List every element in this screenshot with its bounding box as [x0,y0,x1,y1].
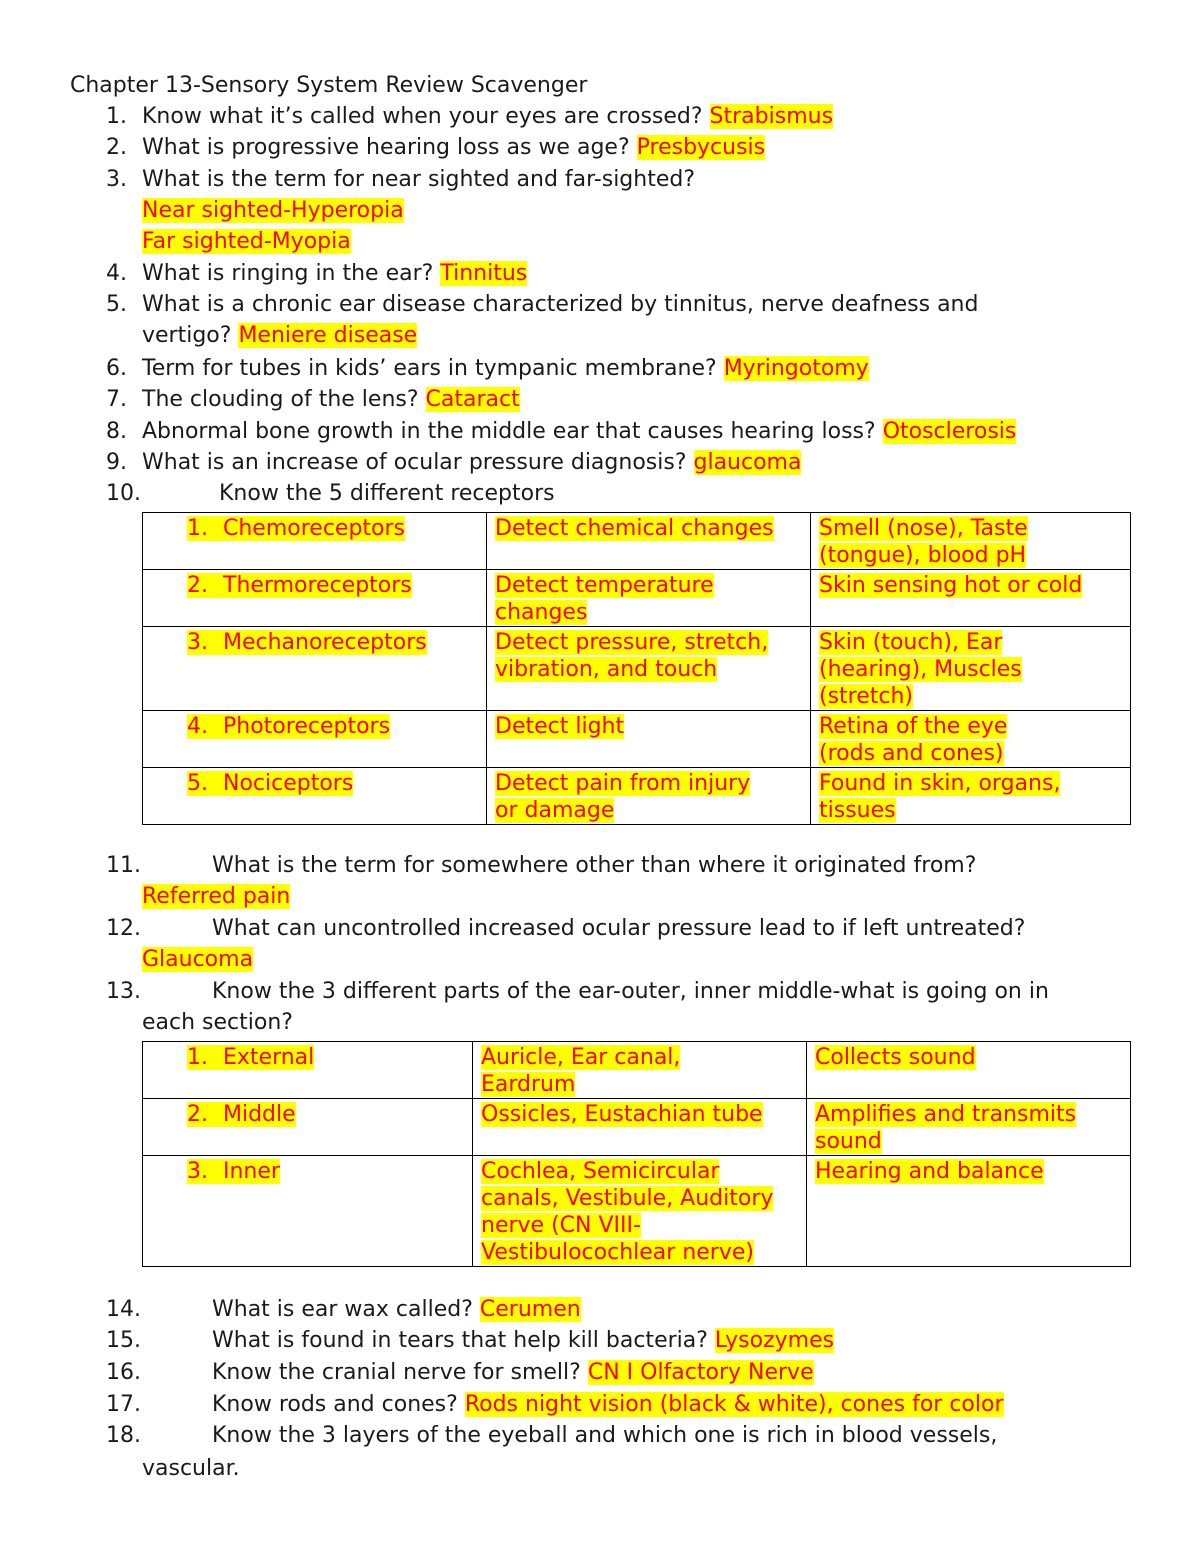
answer-line [142,197,404,225]
table-cell [473,1042,807,1099]
table-cell [143,1156,473,1267]
table-cell [811,768,1131,825]
table-row [143,1156,1131,1267]
table-cell [143,768,487,825]
ear-part-role: Amplifies and transmits [815,1102,1077,1127]
receptor-function: Detect pressure, stretch, [495,630,769,655]
row-number: 2. [187,573,208,598]
ear-part-name: Inner [223,1159,280,1184]
question-text: The clouding of the lens? [142,387,419,412]
ear-part-structures: Eardrum [481,1072,576,1097]
question-item [142,418,1016,446]
table-cell [473,1156,807,1267]
question-item [142,386,520,414]
question-item [212,1391,1004,1419]
row-number: 4. [187,714,208,739]
row-number: 3. [187,630,208,655]
table-cell [487,570,811,627]
table-cell [811,627,1131,711]
question-text-cont: vascular. [142,1456,240,1481]
receptor-function: Detect light [495,714,625,739]
receptor-location: Smell (nose), Taste [819,516,1028,541]
row-number: 1. [187,1045,208,1070]
table-row [143,513,1131,570]
question-item [142,355,869,383]
table-cell [143,1042,473,1099]
question-text-cont: vertigo? [142,323,232,348]
table-cell [143,1099,473,1156]
answer-line [142,946,253,974]
question-text: What is the term for somewhere other than where it originated from? [212,853,977,878]
table-cell [487,513,811,570]
question-number: 17. [106,1392,141,1417]
question-text: What is found in tears that help kill bacteria? [212,1328,708,1353]
answer-text: Near sighted-Hyperopia [142,198,404,223]
receptors-table [142,512,1131,825]
question-item [142,103,833,131]
table-cell [807,1099,1131,1156]
receptor-location: Skin (touch), Ear [819,630,1003,655]
question-text: Know what it’s called when your eyes are crossed? [142,104,703,129]
table-cell [811,513,1131,570]
question-text-cont: each section? [142,1010,293,1035]
answer-text: Rods night vision (black & white), cones for color [464,1392,1004,1417]
receptor-location: (hearing), Muscles [819,657,1022,682]
row-number: 2. [187,1102,208,1127]
receptor-function: or damage [495,798,615,823]
ear-part-structures: canals, Vestibule, Auditory [481,1186,774,1211]
answer-text: Tinnitus [440,261,528,286]
ear-parts-table [142,1041,1131,1267]
answer-text: Presbycusis [636,135,766,160]
ear-part-role: Hearing and balance [815,1159,1044,1184]
answer-text: Lysozymes [714,1328,835,1353]
receptor-location: (tongue), blood pH [819,543,1027,568]
question-number: 15. [106,1328,141,1353]
question-text: What is ringing in the ear? [142,261,434,286]
question-item [212,1327,834,1355]
answer-text: Far sighted-Myopia [142,229,351,254]
receptor-location: (rods and cones) [819,741,1004,766]
row-number: 5. [187,771,208,796]
table-cell [143,627,487,711]
table-row [143,570,1131,627]
receptor-name: Mechanoreceptors [223,630,427,655]
question-number: 10. [106,481,141,506]
table-cell [143,513,487,570]
question-number: 18. [106,1423,141,1448]
question-number: 14. [106,1297,141,1322]
question-item [212,1359,814,1387]
answer-text: Myringotomy [723,356,869,381]
ear-part-name: Middle [223,1102,296,1127]
answer-text: CN I Olfactory Nerve [587,1360,814,1385]
receptor-location: tissues [819,798,896,823]
question-text: What is ear wax called? [212,1297,473,1322]
question-item [142,449,801,477]
answer-text: Referred pain [142,884,291,909]
question-text: Know rods and cones? [212,1392,458,1417]
question-number: 6. [106,356,127,381]
question-number: 7. [106,387,127,412]
question-number: 1. [106,104,127,129]
table-cell [143,570,487,627]
question-text: Know the 3 different parts of the ear-outer, inner middle-what is going on in [212,979,1049,1004]
question-number: 16. [106,1360,141,1385]
table-cell [811,711,1131,768]
receptor-location: Found in skin, organs, [819,771,1061,796]
table-row [143,627,1131,711]
receptor-function: vibration, and touch [495,657,718,682]
ear-part-name: External [223,1045,315,1070]
answer-line [142,228,351,256]
table-cell [807,1042,1131,1099]
table-row [143,1099,1131,1156]
row-number: 1. [187,516,208,541]
question-text: Know the 3 layers of the eyeball and which one is rich in blood vessels, [212,1423,998,1448]
answer-line [142,883,290,911]
question-number: 8. [106,419,127,444]
receptor-function: changes [495,600,588,625]
question-number: 5. [106,292,127,317]
table-cell [487,627,811,711]
table-row [143,711,1131,768]
question-text: What can uncontrolled increased ocular pressure lead to if left untreated? [212,916,1026,941]
ear-part-role: Collects sound [815,1045,976,1070]
ear-part-structures: Cochlea, Semicircular [481,1159,720,1184]
receptor-function: Detect temperature [495,573,714,598]
ear-part-structures: nerve (CN VIII- [481,1213,641,1238]
table-cell [143,711,487,768]
answer-text: glaucoma [693,450,802,475]
question-number: 2. [106,135,127,160]
question-text: What is the term for near sighted and far-sighted? [142,167,696,192]
question-number: 4. [106,261,127,286]
receptor-function: Detect chemical changes [495,516,774,541]
ear-part-structures: Auricle, Ear canal, [481,1045,681,1070]
answer-text: Cataract [425,387,520,412]
answer-text: Glaucoma [142,947,254,972]
question-text: Know the cranial nerve for smell? [212,1360,581,1385]
row-number: 3. [187,1159,208,1184]
receptor-function: Detect pain from injury [495,771,751,796]
answer-text: Cerumen [479,1297,581,1322]
question-text: Know the 5 different receptors [219,481,555,506]
question-item [212,1296,581,1324]
ear-part-role: sound [815,1129,882,1154]
table-cell [807,1156,1131,1267]
answer-text: Meniere disease [238,323,418,348]
question-text: What is a chronic ear disease characterized by tinnitus, nerve deafness and [142,292,979,317]
question-text: Abnormal bone growth in the middle ear that causes hearing loss? [142,419,876,444]
question-item [142,322,417,350]
question-number: 12. [106,916,141,941]
receptor-location: Retina of the eye [819,714,1008,739]
question-item [142,260,527,288]
question-number: 13. [106,979,141,1004]
receptor-name: Thermoreceptors [223,573,412,598]
question-number: 11. [106,853,141,878]
question-text: What is an increase of ocular pressure diagnosis? [142,450,687,475]
page-title: Chapter 13-Sensory System Review Scavenger [70,73,588,98]
ear-part-structures: Vestibulocochlear nerve) [481,1240,754,1265]
question-text: Term for tubes in kids’ ears in tympanic membrane? [142,356,717,381]
table-cell [473,1099,807,1156]
question-number: 3. [106,167,127,192]
question-item [142,134,765,162]
answer-text: Otosclerosis [882,419,1017,444]
receptor-location: (stretch) [819,684,914,709]
receptor-name: Chemoreceptors [223,516,406,541]
table-cell [487,768,811,825]
table-row [143,1042,1131,1099]
table-row [143,768,1131,825]
table-cell [811,570,1131,627]
answer-text: Strabismus [709,104,834,129]
question-text: What is progressive hearing loss as we age? [142,135,630,160]
ear-part-structures: Ossicles, Eustachian tube [481,1102,763,1127]
receptor-name: Photoreceptors [223,714,391,739]
question-number: 9. [106,450,127,475]
receptor-location: Skin sensing hot or cold [819,573,1083,598]
receptor-name: Nociceptors [223,771,354,796]
table-cell [487,711,811,768]
